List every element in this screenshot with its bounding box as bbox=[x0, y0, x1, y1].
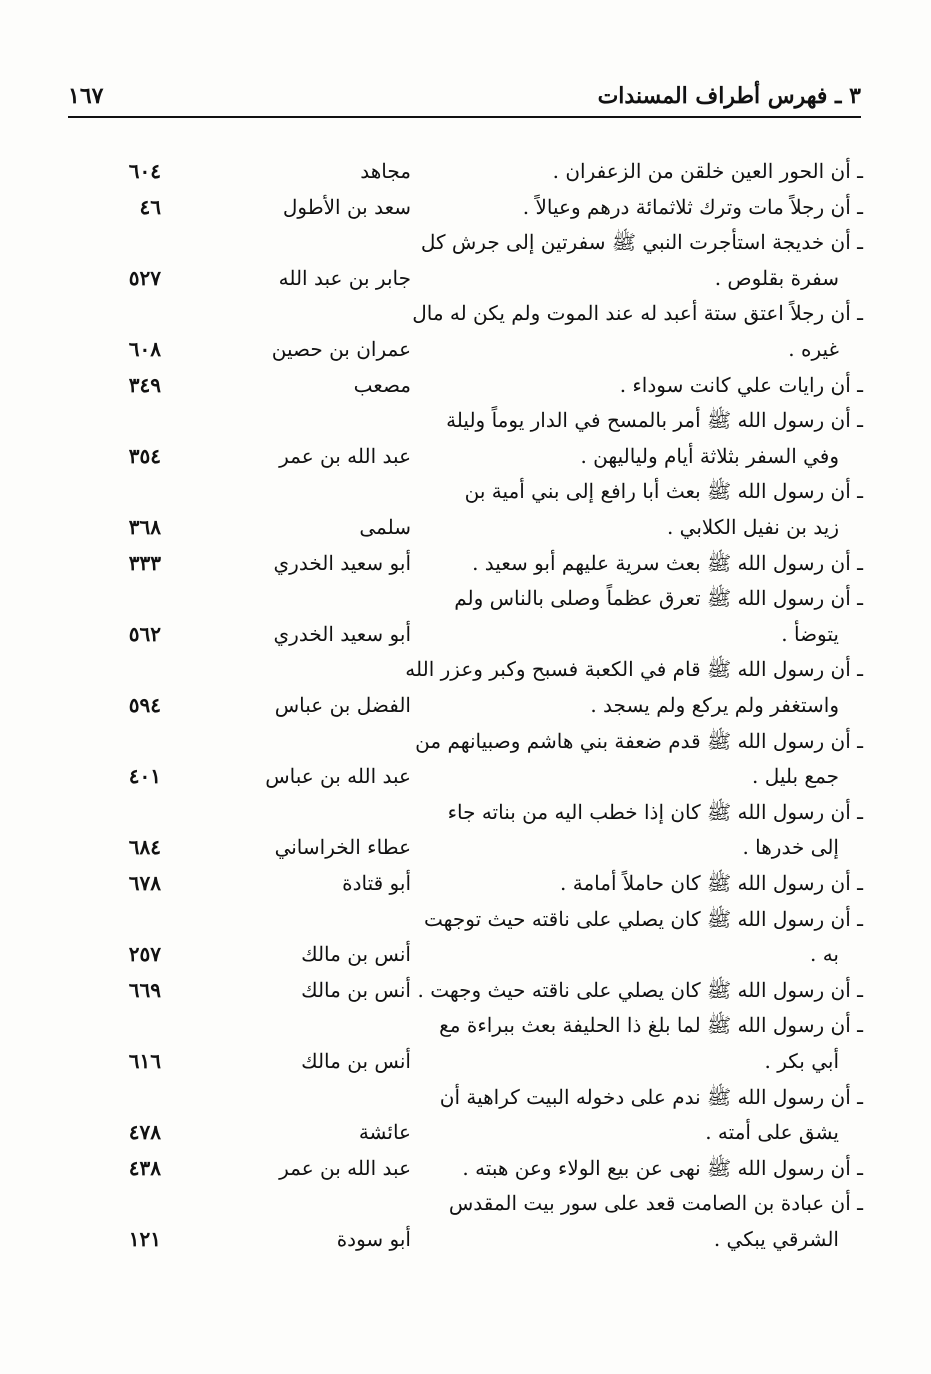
page-number: ١٦٧ bbox=[68, 83, 104, 109]
entry-page-number: ٤٦ bbox=[139, 194, 161, 219]
entry-text-line: ـ أن رسول الله ﷺ تعرق عظماً وصلى بالناس ولم bbox=[454, 586, 863, 611]
entry-narrator: أبو سعيد الخدري bbox=[273, 550, 411, 575]
entry-page-number: ١٢١ bbox=[128, 1227, 161, 1251]
entry-text-line: ـ أن رسول الله ﷺ بعث سرية عليهم أبو سعيد . bbox=[472, 550, 863, 575]
entry-narrator: أبو سودة bbox=[336, 1227, 411, 1251]
entry-text-line: ـ أن رايات علي كانت سوداء . bbox=[619, 372, 863, 397]
entry-text-line: واستغفر ولم يركع ولم يسجد . bbox=[590, 693, 839, 717]
entry-text-line: إلى خدرها . bbox=[742, 835, 839, 860]
entry-text-line: ـ أن رسول الله ﷺ بعث أبا رافع إلى بني أمية بن bbox=[464, 479, 863, 504]
entry-page-number: ٥٩٤ bbox=[128, 693, 161, 717]
entry-text-line: ـ أن رسول الله ﷺ كان يصلي على ناقته حيث وجهت . bbox=[417, 977, 863, 1002]
entry-page-number: ٥٦٢ bbox=[128, 621, 161, 646]
entry-page-number: ٣٥٤ bbox=[128, 443, 161, 468]
entry-narrator: عبد الله بن عباس bbox=[265, 764, 411, 789]
entry-page-number: ٦٨٤ bbox=[128, 835, 161, 860]
entry-page-number: ٤٧٨ bbox=[128, 1120, 161, 1145]
entry-narrator: أنس بن مالك bbox=[301, 942, 411, 967]
entry-page-number: ٣٣٣ bbox=[128, 550, 161, 575]
entry-text-line: ـ أن الحور العين خلقن من الزعفران . bbox=[552, 159, 863, 183]
entry-text-line: ـ أن رسول الله ﷺ كان إذا خطب اليه من بناته جاء bbox=[447, 799, 863, 824]
entry-page-number: ٦٧٨ bbox=[128, 871, 161, 895]
entry-text-line: ـ أن رسول الله ﷺ كان حاملاً أمامة . bbox=[560, 871, 863, 895]
entry-text-line: غيره . bbox=[788, 337, 839, 361]
entry-text-line: ـ أن رسول الله ﷺ أمر بالمسح في الدار يوماً وليلة bbox=[446, 408, 863, 433]
entry-page-number: ٣٦٨ bbox=[128, 515, 161, 539]
entry-text-line: به . bbox=[809, 942, 839, 967]
entry-text-line: أبي بكر . bbox=[764, 1049, 839, 1073]
entry-text-line: يتوضأ . bbox=[781, 621, 839, 646]
entry-narrator: عبد الله بن عمر bbox=[279, 1155, 411, 1180]
entry-page-number: ٦٦٩ bbox=[128, 977, 161, 1002]
entry-page-number: ٦١٦ bbox=[128, 1049, 161, 1073]
entry-text-line: جمع بليل . bbox=[751, 764, 839, 789]
entry-narrator: سلمى bbox=[359, 515, 411, 539]
entry-narrator: مجاهد bbox=[360, 159, 411, 183]
entry-narrator: عائشة bbox=[358, 1120, 411, 1145]
entry-narrator: أبو سعيد الخدري bbox=[273, 621, 411, 646]
entry-page-number: ٣٤٩ bbox=[128, 372, 161, 397]
entry-text-line: الشرقي يبكي . bbox=[713, 1227, 839, 1251]
entry-text-line: ـ أن رسول الله ﷺ قام في الكعبة فسبح وكبر وعزر الله bbox=[405, 657, 863, 682]
entry-page-number: ٦٠٨ bbox=[128, 337, 161, 361]
entry-narrator: أبو قتادة bbox=[342, 871, 411, 895]
entry-text-line: ـ أن رجلاً اعتق ستة أعبد له عند الموت ولم يكن له مال bbox=[412, 301, 863, 326]
entry-narrator: عمران بن حصين bbox=[271, 337, 411, 361]
entry-narrator: جابر بن عبد الله bbox=[278, 265, 411, 290]
entry-narrator: الفضل بن عباس bbox=[274, 693, 411, 717]
entry-text-line: سفرة بقلوص . bbox=[714, 265, 839, 290]
entry-text-line: ـ أن رسول الله ﷺ كان يصلي على ناقته حيث توجهت bbox=[424, 906, 863, 931]
entry-narrator: عبد الله بن عمر bbox=[279, 443, 411, 468]
page-title: ٣ ـ فهرس أطراف المسندات bbox=[597, 83, 861, 109]
entry-text-line: ـ أن عبادة بن الصامت قعد على سور بيت المقدس bbox=[448, 1191, 863, 1216]
entry-page-number: ٢٥٧ bbox=[128, 942, 161, 967]
entry-text-line: وفي السفر بثلاثة أيام ولياليهن . bbox=[580, 443, 839, 468]
entry-page-number: ٤٣٨ bbox=[128, 1155, 161, 1180]
entry-text-line: يشق على أمته . bbox=[705, 1120, 839, 1145]
entry-narrator: أنس بن مالك bbox=[301, 1049, 411, 1073]
entry-page-number: ٥٢٧ bbox=[128, 265, 161, 290]
entry-text-line: ـ أن رسول الله ﷺ نهى عن بيع الولاء وعن هبته . bbox=[462, 1155, 863, 1180]
entry-text-line: ـ أن رجلاً مات وترك ثلاثمائة درهم وعيالاً . bbox=[522, 194, 863, 219]
entry-narrator: أنس بن مالك bbox=[301, 977, 411, 1002]
entry-narrator: عطاء الخراساني bbox=[274, 835, 411, 860]
entry-page-number: ٦٠٤ bbox=[128, 159, 161, 183]
entry-text-line: ـ أن رسول الله ﷺ لما بلغ ذا الحليفة بعث ببراءة مع bbox=[439, 1013, 863, 1038]
entry-text-line: زيد بن نفيل الكلابي . bbox=[666, 515, 839, 539]
entry-text-line: ـ أن رسول الله ﷺ ندم على دخوله البيت كراهية أن bbox=[439, 1084, 863, 1109]
entry-text-line: ـ أن رسول الله ﷺ قدم ضعفة بني هاشم وصبيانهم من bbox=[415, 728, 863, 753]
entry-narrator: سعد بن الأطول bbox=[282, 194, 411, 219]
entry-page-number: ٤٠١ bbox=[128, 764, 161, 789]
entry-text-line: ـ أن خديجة استأجرت النبي ﷺ سفرتين إلى جرش كل bbox=[420, 230, 863, 255]
entry-narrator: مصعب bbox=[353, 372, 411, 397]
